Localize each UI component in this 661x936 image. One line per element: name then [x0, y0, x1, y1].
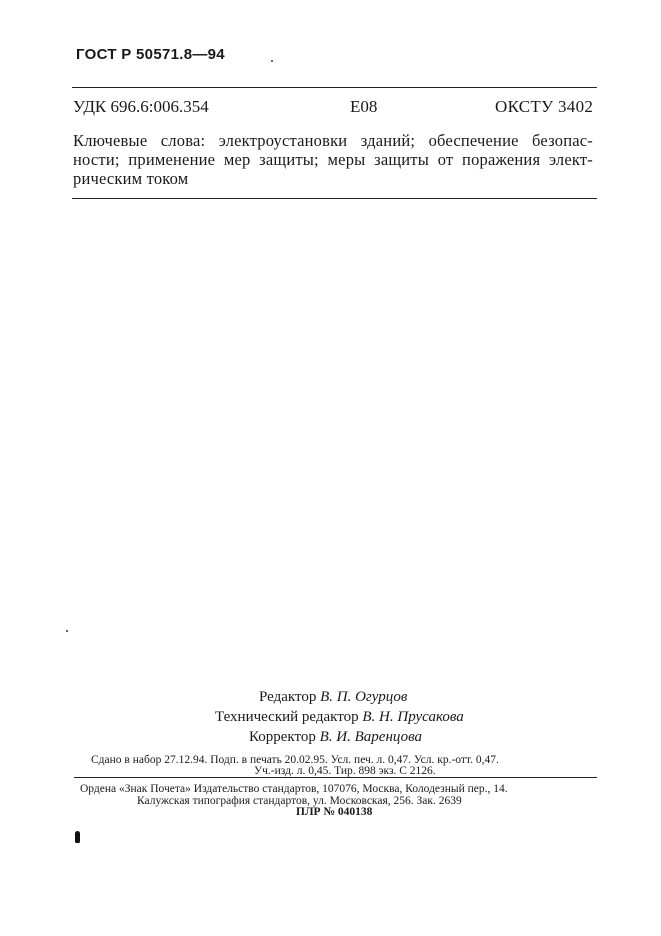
standard-designation: ГОСТ Р 50571.8—94 — [76, 46, 225, 63]
imprint-divider — [74, 777, 597, 778]
classification-code: Е08 — [350, 97, 378, 116]
tech-editor-label: Технический редактор — [215, 709, 359, 725]
keywords-line: рическим током — [73, 169, 189, 188]
print-info-line: Сдано в набор 27.12.94. Подп. в печать 20.02.95. Усл. печ. л. 0,47. Усл. кр.-отт. 0,47. — [91, 754, 499, 766]
keywords-divider — [72, 198, 597, 199]
editor-credit — [259, 689, 407, 706]
tech-editor-name: В. Н. Прусакова — [362, 709, 464, 725]
proofreader-name: В. И. Варенцова — [319, 729, 422, 745]
keywords-line: ности; применение мер защиты; меры защиты от поражения элект- — [73, 150, 593, 169]
imprint-line: Калужская типография стандартов, ул. Московская, 256. Зак. 2639 — [137, 795, 462, 807]
print-info-line: Уч.-изд. л. 0,45. Тир. 898 экз. С 2126. — [254, 765, 436, 777]
ink-mark — [75, 831, 80, 843]
scan-speck — [66, 630, 68, 632]
editor-name: В. П. Огурцов — [320, 689, 408, 705]
proofreader-label: Корректор — [249, 729, 316, 745]
okstu-code: ОКСТУ 3402 — [495, 97, 594, 116]
top-divider — [72, 87, 597, 88]
imprint-line: Ордена «Знак Почета» Издательство стандартов, 107076, Москва, Колодезный пер., 14. — [80, 783, 508, 795]
imprint-line: ПЛР № 040138 — [296, 806, 373, 818]
proofreader-credit — [249, 729, 422, 746]
tech-editor-credit — [215, 709, 464, 726]
editor-label: Редактор — [259, 689, 317, 705]
keywords-paragraph — [73, 131, 593, 188]
scan-speck — [271, 60, 273, 62]
keywords-line: Ключевые слова: электроустановки зданий; обеспечение безопас- — [73, 131, 593, 150]
udk-code: УДК 696.6:006.354 — [73, 97, 209, 116]
